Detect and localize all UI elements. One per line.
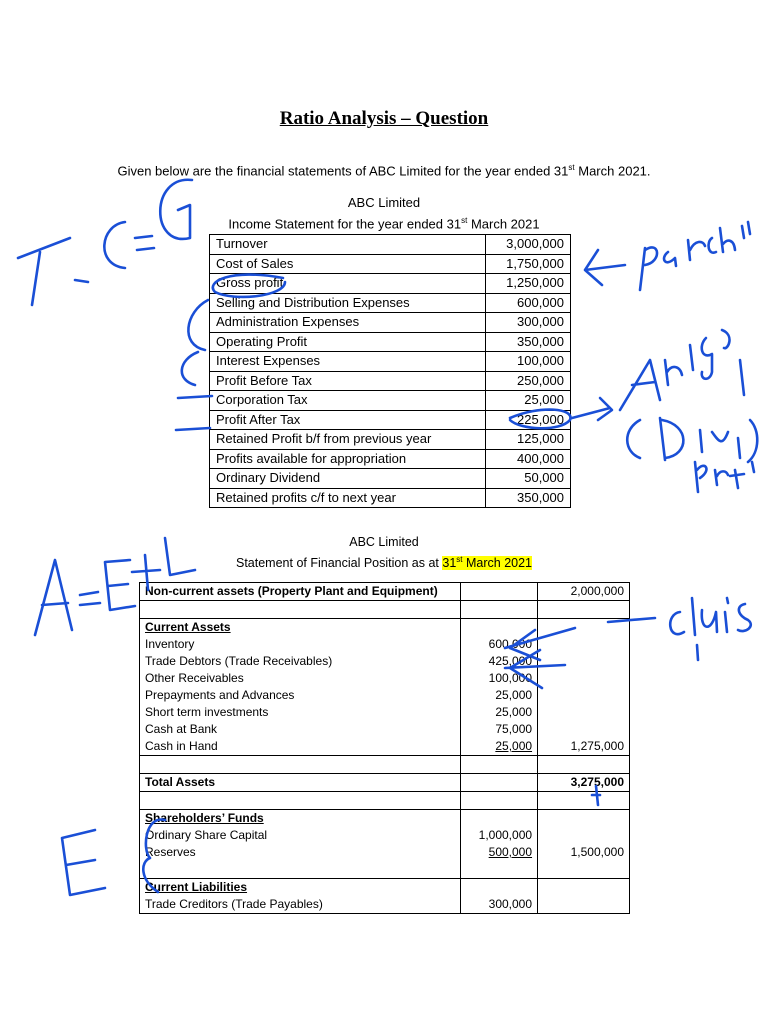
current-asset-value: 75,000 (461, 721, 538, 738)
income-item-label: Profit After Tax (210, 410, 486, 430)
table-row (140, 792, 630, 810)
income-item-value: 600,000 (486, 293, 571, 313)
table-row (140, 861, 630, 879)
table-row (210, 332, 571, 352)
reserves-value: 500,000 (461, 844, 538, 861)
table-row (140, 636, 630, 653)
table-row (210, 293, 571, 313)
income-item-value: 350,000 (486, 332, 571, 352)
table-row (140, 810, 630, 828)
income-item-label: Operating Profit (210, 332, 486, 352)
income-statement-heading: Income Statement for the year ended 31st March 2021 (228, 216, 540, 232)
table-row (210, 274, 571, 294)
income-item-label: Cost of Sales (210, 254, 486, 274)
table-row (210, 430, 571, 450)
table-row (140, 827, 630, 844)
liabilities-heading: Current Liabilities (140, 879, 461, 897)
income-item-label: Administration Expenses (210, 313, 486, 333)
current-asset-label: Inventory (140, 636, 461, 653)
trade-creditors-value: 300,000 (461, 896, 538, 914)
intro-text: Given below are the financial statements of ABC Limited for the year ended 31st March 2021. (117, 163, 651, 179)
income-item-label: Retained profits c/f to next year (210, 488, 486, 508)
table-row (140, 653, 630, 670)
table-row (210, 488, 571, 508)
current-asset-label: Cash in Hand (140, 738, 461, 756)
current-asset-label: Short term investments (140, 704, 461, 721)
table-row (210, 352, 571, 372)
financial-position-table (139, 582, 630, 914)
trade-creditors-label: Trade Creditors (Trade Payables) (140, 896, 461, 914)
income-item-label: Corporation Tax (210, 391, 486, 411)
current-asset-value: 25,000 (461, 687, 538, 704)
table-row (210, 410, 571, 430)
table-row (140, 879, 630, 897)
income-item-value: 225,000 (486, 410, 571, 430)
current-asset-label: Other Receivables (140, 670, 461, 687)
income-item-label: Selling and Distribution Expenses (210, 293, 486, 313)
total-assets-label: Total Assets (140, 774, 461, 792)
table-row (140, 601, 630, 619)
table-row (210, 391, 571, 411)
current-asset-label: Cash at Bank (140, 721, 461, 738)
table-row (140, 774, 630, 792)
table-row (140, 738, 630, 756)
highlighted-date: 31st March 2021 (442, 555, 532, 571)
share-capital-value: 1,000,000 (461, 827, 538, 844)
annotation-parcha (585, 222, 750, 290)
income-company-name: ABC Limited (347, 195, 421, 210)
current-asset-label: Trade Debtors (Trade Receivables) (140, 653, 461, 670)
equity-heading: Shareholders’ Funds (140, 810, 461, 828)
income-item-label: Gross profit (210, 274, 486, 294)
income-item-value: 400,000 (486, 449, 571, 469)
income-item-value: 3,000,000 (486, 235, 571, 255)
income-statement-table (209, 234, 571, 508)
current-asset-value: 25,000 (461, 738, 538, 756)
page-title: Ratio Analysis – Question (279, 108, 489, 129)
current-asset-value: 25,000 (461, 704, 538, 721)
table-row (140, 844, 630, 861)
table-row (210, 254, 571, 274)
sofp-company-name: ABC Limited (349, 535, 419, 549)
current-asset-value: 425,000 (461, 653, 538, 670)
table-row (140, 704, 630, 721)
income-item-value: 300,000 (486, 313, 571, 333)
income-item-label: Interest Expenses (210, 352, 486, 372)
income-item-value: 100,000 (486, 352, 571, 372)
table-row (210, 371, 571, 391)
table-row (210, 449, 571, 469)
table-row (140, 619, 630, 637)
reserves-label: Reserves (140, 844, 461, 861)
current-asset-value: 100,000 (461, 670, 538, 687)
noncurrent-assets-value: 2,000,000 (538, 583, 630, 601)
table-row (210, 469, 571, 489)
noncurrent-assets-label: Non-current assets (Property Plant and Equipment) (140, 583, 461, 601)
share-capital-label: Ordinary Share Capital (140, 827, 461, 844)
income-item-value: 1,750,000 (486, 254, 571, 274)
income-item-label: Turnover (210, 235, 486, 255)
income-item-label: Retained Profit b/f from previous year (210, 430, 486, 450)
current-asset-value: 600,000 (461, 636, 538, 653)
income-item-value: 1,250,000 (486, 274, 571, 294)
current-assets-total: 1,275,000 (538, 738, 630, 756)
income-item-label: Profit Before Tax (210, 371, 486, 391)
table-row (210, 313, 571, 333)
table-row (210, 235, 571, 255)
table-row (140, 721, 630, 738)
income-item-value: 250,000 (486, 371, 571, 391)
income-item-value: 350,000 (486, 488, 571, 508)
income-item-label: Ordinary Dividend (210, 469, 486, 489)
equity-total: 1,500,000 (538, 844, 630, 861)
table-row (140, 896, 630, 914)
table-row (140, 756, 630, 774)
income-item-label: Profits available for appropriation (210, 449, 486, 469)
sofp-heading: Statement of Financial Position as at 31st March 2021 (236, 555, 532, 571)
table-row (140, 687, 630, 704)
income-item-value: 25,000 (486, 391, 571, 411)
table-row (140, 583, 630, 601)
current-asset-label: Prepayments and Advances (140, 687, 461, 704)
table-row (140, 670, 630, 687)
income-item-value: 50,000 (486, 469, 571, 489)
current-assets-heading: Current Assets (140, 619, 461, 637)
income-item-value: 125,000 (486, 430, 571, 450)
total-assets-value: 3,275,000 (538, 774, 630, 792)
